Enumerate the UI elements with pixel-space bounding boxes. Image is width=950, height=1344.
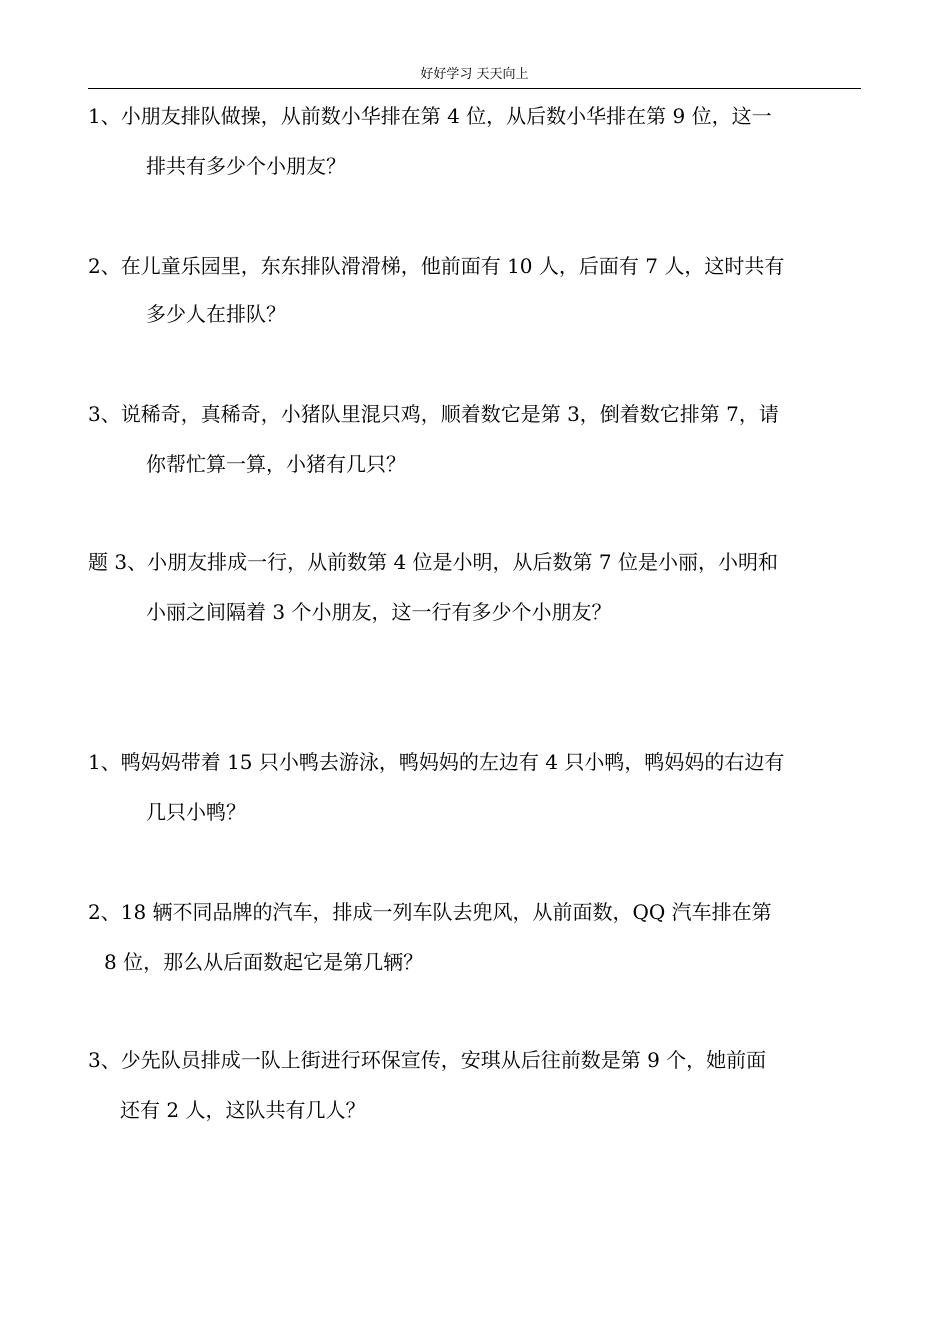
question-2-line-2: 多少人在排队？ [146,302,286,326]
page-header: 好好学习 天天向上 [420,67,529,82]
question-4-line-2: 小丽之间隔着 3 个小朋友，这一行有多少个小朋友？ [146,600,612,624]
question-7-line-1: 3、少先队员排成一队上街进行环保宣传，安琪从后往前数是第 9 个，她前面 [88,1048,767,1072]
question-7-line-2: 还有 2 人，这队共有几人？ [120,1098,366,1122]
question-5-line-1: 1、鸭妈妈带着 15 只小鸭去游泳，鸭妈妈的左边有 4 只小鸭，鸭妈妈的右边有 [88,750,785,774]
question-2-line-1: 2、在儿童乐园里，东东排队滑滑梯，他前面有 10 人，后面有 7 人，这时共有 [88,254,785,278]
question-3-line-1: 3、说稀奇，真稀奇，小猪队里混只鸡，顺着数它是第 3，倒着数它排第 7，请 [88,402,779,426]
question-4-line-1: 题 3、小朋友排成一行，从前数第 4 位是小明，从后数第 7 位是小丽，小明和 [88,550,778,574]
question-3-line-2: 你帮忙算一算，小猪有几只？ [146,452,406,476]
question-6-line-1: 2、18 辆不同品牌的汽车，排成一列车队去兜风，从前面数，QQ 汽车排在第 [88,900,772,924]
question-6-line-2: 8 位，那么从后面数起它是第几辆？ [104,950,424,974]
question-1-line-2: 排共有多少个小朋友？ [146,154,346,178]
header-divider [88,88,861,89]
question-1-line-1: 1、小朋友排队做操，从前数小华排在第 4 位，从后数小华排在第 9 位，这一 [88,104,772,128]
question-5-line-2: 几只小鸭？ [146,800,246,824]
